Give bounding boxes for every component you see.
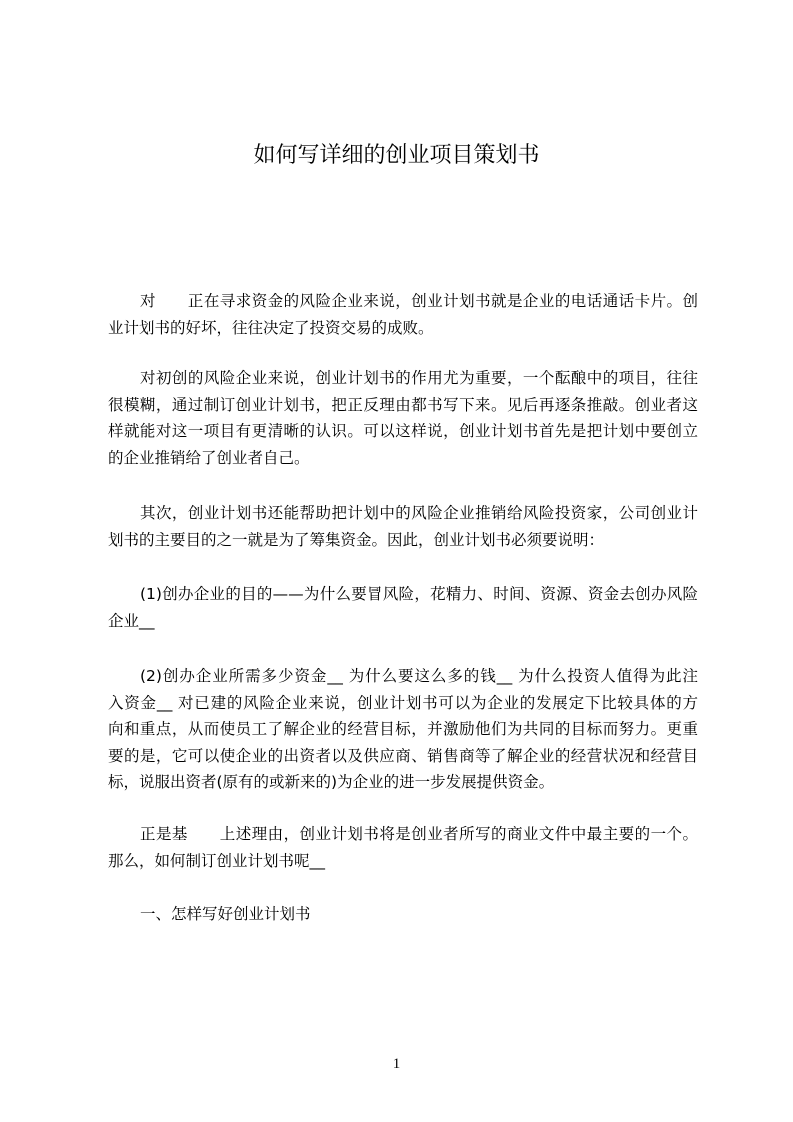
paragraph-1 [108, 288, 698, 341]
text-line: 入资金__ 对已建的风险企业来说，创业计划书可以为企业的发展定下比较具体的方 [108, 693, 698, 712]
text-line: 对 正在寻求资金的风险企业来说，创业计划书就是企业的电话通话卡片。创 [140, 292, 698, 310]
paragraph-4 [108, 581, 698, 634]
text-line: 的企业推销给了创业者自己。 [108, 448, 310, 467]
text-line: (2)创办企业所需多少资金__ 为什么要这么多的钱__ 为什么投资人值得为此注 [140, 667, 698, 685]
text-line: 很模糊，通过制订创业计划书，把正反理由都书写下来。见后再逐条推敲。创业者这 [108, 395, 698, 414]
text-line: (1)创办企业的目的——为什么要冒风险，花精力、时间、资源、资金去创办风险 [140, 585, 698, 603]
text-line: 那么，如何制订创业计划书呢__ [108, 851, 326, 870]
page-number: 1 [392, 1056, 401, 1072]
section-heading [108, 901, 698, 928]
paragraph-3 [108, 500, 698, 553]
text-line: 业计划书的好坏，往往决定了投资交易的成败。 [108, 318, 434, 337]
text-line: 企业__ [108, 611, 155, 630]
paragraph-5 [108, 663, 698, 796]
paragraph-6 [108, 821, 698, 874]
document-title: 如何写详细的创业项目策划书 [253, 143, 540, 168]
text-line: 对初创的风险企业来说，创业计划书的作用尤为重要，一个酝酿中的项目，往往 [140, 369, 698, 387]
text-line: 要的是，它可以使企业的出资者以及供应商、销售商等了解企业的经营状况和经营目 [108, 746, 698, 765]
text-line: 一、怎样写好创业计划书 [140, 905, 311, 923]
paragraph-2 [108, 365, 698, 471]
text-line: 划书的主要目的之一就是为了筹集资金。因此，创业计划书必须要说明： [108, 530, 605, 549]
text-line: 其次，创业计划书还能帮助把计划中的风险企业推销给风险投资家，公司创业计 [140, 504, 698, 522]
text-line: 标，说服出资者(原有的或新来的)为企业的进一步发展提供资金。 [108, 773, 555, 791]
text-line: 样就能对这一项目有更清晰的认识。可以这样说，创业计划书首先是把计划中要创立 [108, 422, 698, 440]
text-line: 正是基 上述理由，创业计划书将是创业者所写的商业文件中最主要的一个。 [140, 825, 698, 843]
text-line: 向和重点，从而使员工了解企业的经营目标，并激励他们为共同的目标而努力。更重 [108, 720, 698, 738]
